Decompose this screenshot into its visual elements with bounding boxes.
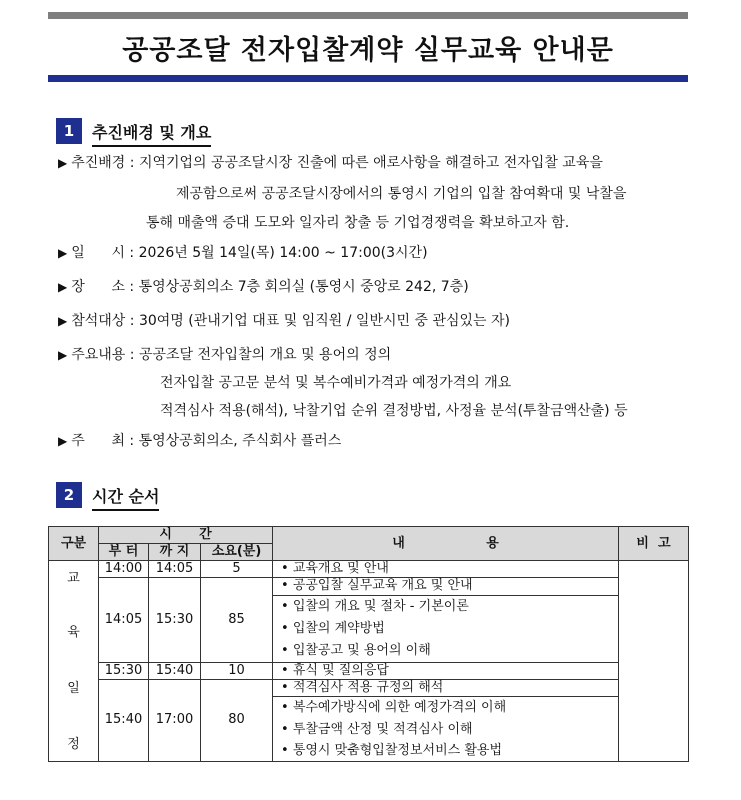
list-item-place: ▶ 장 소 : 통영상공회의소 7층 회의실 (통영시 중앙로 242, 7층) xyxy=(58,279,469,295)
table-row: • 투찰금액 산정 및 적격심사 이해 xyxy=(49,719,689,741)
header-from: 부 터 xyxy=(99,544,149,561)
page-title: 공공조달 전자입찰계약 실무교육 안내문 xyxy=(122,35,614,66)
header-gubun: 구분 xyxy=(49,527,99,561)
table-row: • 통영시 맞춤형입찰정보서비스 활용법 xyxy=(49,741,689,762)
section-2-title: 시간 순서 xyxy=(92,484,159,511)
list-item-background: ▶ 추진배경 : 지역기업의 공공조달시장 진출에 따른 애로사항을 해결하고 전자입찰 교육을 xyxy=(58,155,603,171)
list-item-contents-cont-1: 전자입찰 공고문 분석 및 복수예비가격과 예정가격의 개요 xyxy=(160,375,512,391)
title-bottom-rule xyxy=(48,75,688,82)
list-item-attendees: ▶ 참석대상 : 30여명 (관내기업 대표 및 임직원 / 일반시민 중 관심있는 자) xyxy=(58,313,510,329)
gubun-cell: 교 육 일 정 xyxy=(49,561,99,762)
table-row: • 입찰의 계약방법 xyxy=(49,618,689,640)
table-row: 15:30 15:40 10 • 휴식 및 질의응답 xyxy=(49,662,689,679)
header-to: 까 지 xyxy=(149,544,201,561)
section-1-title: 추진배경 및 개요 xyxy=(92,120,211,147)
table-row: 교 육 일 정 14:00 14:05 5 • 교육개요 및 안내 xyxy=(49,561,689,578)
bullet-icon: ▶ xyxy=(58,314,68,328)
header-time: 시 간 xyxy=(99,527,273,544)
table-row: • 입찰공고 및 용어의 이해 xyxy=(49,640,689,663)
table-row: 15:40 17:00 80 • 적격심사 적용 규정의 해석 xyxy=(49,679,689,697)
schedule-table xyxy=(48,526,689,762)
table-row: • 복수예가방식에 의한 예정가격의 이해 xyxy=(49,697,689,720)
note-cell xyxy=(619,561,689,762)
list-item-background-cont-1: 제공함으로써 공공조달시장에서의 통영시 기업의 입찰 참여확대 및 낙찰을 xyxy=(176,186,627,202)
header-content: 내 용 xyxy=(273,527,619,561)
title-top-rule xyxy=(48,12,688,19)
section-1-number: 1 xyxy=(56,118,82,144)
table-row: • 입찰의 개요 및 절차 - 기본이론 xyxy=(49,595,689,618)
header-note: 비 고 xyxy=(619,527,689,561)
list-item-contents: ▶ 주요내용 : 공공조달 전자입찰의 개요 및 용어의 정의 xyxy=(58,347,392,363)
bullet-icon: ▶ xyxy=(58,246,68,260)
list-item-host: ▶ 주 최 : 통영상공회의소, 주식회사 플러스 xyxy=(58,433,342,449)
header-duration: 소요(분) xyxy=(201,544,273,561)
list-item-datetime: ▶ 일 시 : 2026년 5월 14일(목) 14:00 ~ 17:00(3시간) xyxy=(58,245,428,261)
list-item-contents-cont-2: 적격심사 적용(해석), 낙찰기업 순위 결정방법, 사정율 분석(투찰금액산출) 등 xyxy=(160,403,628,419)
table-row: 14:05 15:30 85 • 공공입찰 실무교육 개요 및 안내 xyxy=(49,578,689,596)
section-2-number: 2 xyxy=(56,482,82,508)
list-item-background-cont-2: 통해 매출액 증대 도모와 일자리 창출 등 기업경쟁력을 확보하고자 함. xyxy=(146,215,570,231)
bullet-icon: ▶ xyxy=(58,348,68,362)
bullet-icon: ▶ xyxy=(58,156,68,170)
bullet-icon: ▶ xyxy=(58,434,68,448)
bullet-icon: ▶ xyxy=(58,280,68,294)
